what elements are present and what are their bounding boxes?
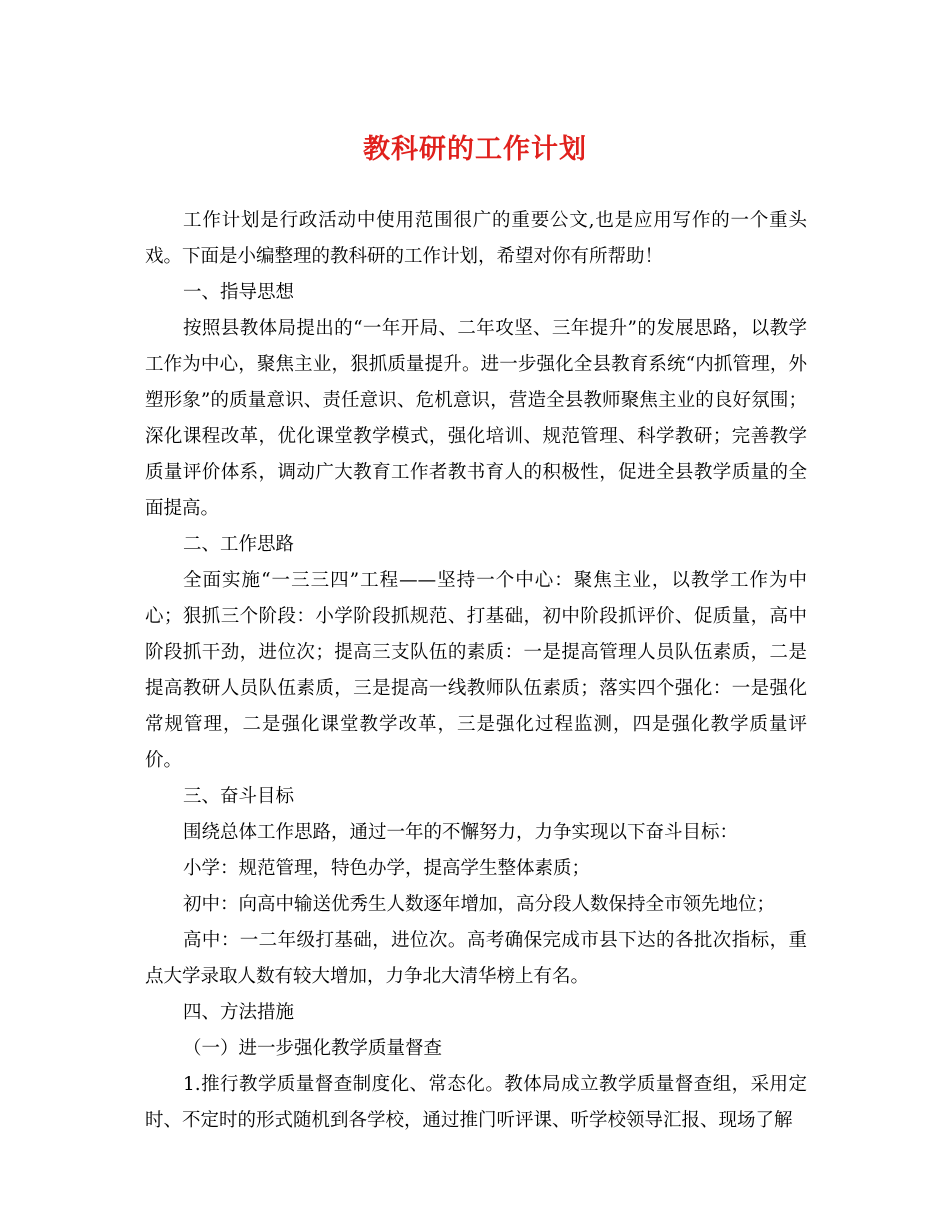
paragraph-intro: 工作计划是行政活动中使用范围很广的重要公文,也是应用写作的一个重头戏。下面是小编整理的教科研的工作计划，希望对你有所帮助！ <box>145 210 807 267</box>
paragraph-goal-junior: 初中：向高中输送优秀生人数逐年增加，高分段人数保持全市领先地位； <box>183 894 776 915</box>
paragraph-guiding-ideology: 按照县教体局提出的“一年开局、二年攻坚、三年提升”的发展思路，以教学工作为中心，聚焦主业，狠抓质量提升。进一步强化全县教育系统“内抓管理，外塑形象”的质量意识、责任意识、危机意识，营造全县教师聚焦主业的良好氛围；深化课程改革，优化课堂教学模式，强化培训、规范管理、科学教研；完善教学质量评价体系，调动广大教育工作者教书育人的积极性，促进全县教学质量的全面提高。 <box>145 318 807 519</box>
paragraph-goal-senior: 高中：一二年级打基础，进位次。高考确保完成市县下达的各批次指标，重点大学录取人数有较大增加，力争北大清华榜上有名。 <box>145 930 807 987</box>
heading-goals: 三、奋斗目标 <box>183 786 295 807</box>
document-body <box>145 203 807 1139</box>
paragraph-measure-1: 1.推行教学质量督查制度化、常态化。教体局成立教学质量督查组，采用定时、不定时的形式随机到各学校，通过推门听评课、听学校领导汇报、现场了解 <box>145 1074 807 1131</box>
subheading-quality-supervision: （一）进一步强化教学质量督查 <box>183 1038 443 1059</box>
paragraph-work-approach: 全面实施“一三三四”工程——坚持一个中心：聚焦主业，以教学工作为中心；狠抓三个阶段：小学阶段抓规范、打基础，初中阶段抓评价、促质量，高中阶段抓干劲，进位次；提高三支队伍的素质：一是提高管理人员队伍素质，二是提高教研人员队伍素质，三是提高一线教师队伍素质；落实四个强化：一是强化常规管理，二是强化课堂教学改革，三是强化过程监测，四是强化教学质量评价。 <box>145 570 807 771</box>
heading-work-approach: 二、工作思路 <box>183 534 295 555</box>
heading-measures: 四、方法措施 <box>183 1002 295 1023</box>
paragraph-goal-primary: 小学：规范管理，特色办学，提高学生整体素质； <box>183 858 591 879</box>
heading-guiding-ideology: 一、指导思想 <box>183 282 295 303</box>
paragraph-goals-intro: 围绕总体工作思路，通过一年的不懈努力，力争实现以下奋斗目标： <box>183 822 739 843</box>
document-title: 教科研的工作计划 <box>363 134 587 165</box>
